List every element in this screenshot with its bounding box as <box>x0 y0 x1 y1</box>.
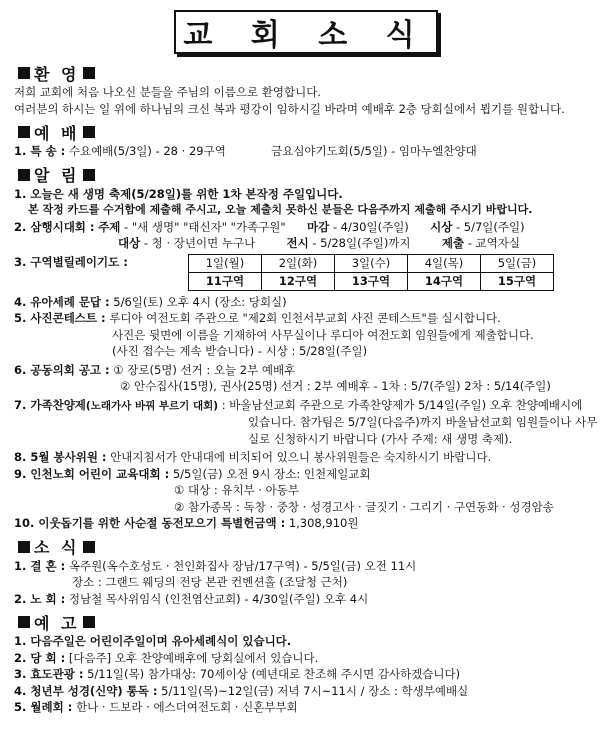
square-bullet-icon <box>18 616 30 628</box>
notice-2-exhibit: - 5/28일(주일)까지 <box>308 236 411 250</box>
relay-group: 11구역 <box>189 272 262 290</box>
square-bullet-icon <box>83 541 95 553</box>
notice-5-line-b: 사진은 뒷면에 이름을 기재하여 사무실이나 루디아 여전도회 임원들에게 제출합니다. <box>112 327 534 342</box>
relay-day: 3일(수) <box>335 254 408 272</box>
preview-heading <box>14 611 590 633</box>
news-1-line-a: 옥주원(옥수호성도 · 천인화집사 장남/17구역) - 5/5일(금) 오전 11시 <box>68 558 417 573</box>
welcome-heading-text: 환 영 <box>34 64 80 84</box>
worship-heading <box>14 121 590 143</box>
square-bullet-icon <box>83 616 95 628</box>
notice-7-label: 7. 가족찬양제 <box>14 397 86 412</box>
preview-4-text: 5/11일(목)~12일(금) 저녁 7시~11시 / 장소 : 학생부예배실 <box>161 683 469 698</box>
notice-3 <box>14 254 590 291</box>
notice-2-line-b <box>14 235 590 252</box>
relay-group: 13구역 <box>335 272 408 290</box>
notice-10 <box>14 515 590 532</box>
preview-3-text: 5/11일(목) 참가대상: 70세이상 (예년대로 찬조해 주시면 감사하겠습니다) <box>87 667 461 681</box>
notice-2-exhibit-label: 전시 <box>286 236 309 250</box>
notice-2-theme-label: 주제 <box>98 219 121 234</box>
notice-9 <box>14 466 590 483</box>
notice-2-target: - 청 · 장년이면 누구나 <box>140 236 256 250</box>
relay-day: 5일(금) <box>481 254 554 272</box>
news-2-text: 정남철 목사위임식 (인천염산교회) - 4/30일(주일) 오후 4시 <box>68 591 369 606</box>
notice-section <box>14 164 598 532</box>
notice-2-deadline: - 4/30일(주일) <box>329 219 409 234</box>
relay-prayer-table <box>188 254 554 291</box>
notice-2-label: 2. 삼행시대회 : <box>14 219 95 234</box>
preview-5-label: 5. 월례회 : <box>14 700 73 714</box>
notice-5 <box>14 310 590 327</box>
notice-6-label: 6. 공동의회 공고 : <box>14 362 110 377</box>
worship-heading-text: 예 배 <box>34 123 80 143</box>
notice-4 <box>14 294 590 311</box>
welcome-section <box>14 62 590 117</box>
notice-8 <box>14 449 590 466</box>
notice-7-sub-label: (노래가사 바꿔 부르기 대회) <box>85 399 219 412</box>
notice-7-line-b: 있습니다. 참가팀은 5/7일(다음주)까지 바울남선교회 임원들이나 사무 <box>248 415 598 429</box>
notice-2-award: - 5/7일(주일) <box>452 219 525 234</box>
title-box <box>174 10 438 54</box>
preview-2 <box>14 650 590 667</box>
welcome-heading <box>14 62 590 84</box>
preview-5-text: 한나 · 드보라 · 에스더여전도회 · 신혼부부회 <box>75 700 298 714</box>
page-title: 교 회 소 식 <box>183 18 429 53</box>
preview-4 <box>14 683 590 700</box>
notice-4-text: 5/6일(토) 오후 4시 (장소: 당회실) <box>113 294 287 309</box>
square-bullet-icon <box>83 67 95 79</box>
preview-1: 1. 다음주일은 어린이주일이며 유아세례식이 있습니다. <box>14 634 292 648</box>
notice-7 <box>14 397 590 415</box>
welcome-line-1: 저희 교회에 처음 나오신 분들을 주님의 이름으로 환영합니다. <box>14 85 321 99</box>
notice-7-line-c: 실로 신청하시기 바랍니다 (가사 주제: 새 생명 축제). <box>248 431 513 446</box>
preview-3 <box>14 666 590 683</box>
square-bullet-icon <box>18 541 30 553</box>
news-heading-text: 소 식 <box>34 538 80 557</box>
notice-2-award-label: 시상 <box>430 219 453 234</box>
relay-day: 1일(월) <box>189 254 262 272</box>
notice-10-label: 10. 이웃돕기를 위한 사순절 동전모으기 특별헌금액 : <box>14 516 286 530</box>
worship-item-label: 1. 특 송 : <box>14 144 66 158</box>
worship-item-text-2: 금요심야기도회(5/5일) - 임마누엘찬양대 <box>271 144 477 158</box>
notice-8-text: 안내지침서가 안내대에 비치되어 있으니 봉사위원들은 숙지하시기 바랍니다. <box>110 450 492 464</box>
notice-4-label: 4. 유아세례 문답 : <box>14 294 110 309</box>
notice-2-target-label: 대상 <box>118 236 141 250</box>
notice-5-line-c: (사진 접수는 계속 받습니다) - 시상 : 5/28일(주일) <box>112 344 368 358</box>
worship-section <box>14 121 590 160</box>
notice-7-line-a: : 바울남선교회 주관으로 가족찬양제가 5/14일(주일) 오후 찬양예배시에 <box>218 397 583 412</box>
relay-day: 2일(화) <box>262 254 335 272</box>
news-2 <box>14 591 590 608</box>
notice-9-text: 5/5일(금) 오전 9시 장소: 인천제일교회 <box>172 466 371 481</box>
news-1-label: 1. 결 혼 : <box>14 558 66 573</box>
notice-1-line-a: 1. 오늘은 새 생명 축제(5/28일)를 위한 1차 본작정 주일입니다. <box>14 186 343 201</box>
bulletin-page <box>14 6 598 716</box>
notice-2 <box>14 219 590 236</box>
notice-9-line-a: ① 대상 : 유치부 · 아동부 <box>174 483 299 497</box>
preview-2-label: 2. 당 회 : <box>14 650 66 665</box>
notice-1-line-b: 본 작정 카드를 수거함에 제출해 주시고, 오늘 제출치 못하신 분들은 다음주까지 제출해 주시기 바랍니다. <box>28 203 533 216</box>
relay-day: 4일(목) <box>408 254 481 272</box>
notice-5-label: 5. 사진콘테스트 : <box>14 311 106 325</box>
preview-section <box>14 611 590 716</box>
notice-heading-text: 알 림 <box>34 166 80 185</box>
notice-2-submit: - 교역자실 <box>464 236 520 250</box>
news-heading <box>14 536 590 558</box>
square-bullet-icon <box>83 169 95 181</box>
square-bullet-icon <box>18 67 30 79</box>
relay-days-row <box>189 254 554 272</box>
notice-3-label: 3. 구역별릴레이기도 : <box>14 254 128 269</box>
news-2-label: 2. 노 회 : <box>14 591 66 606</box>
worship-item-text: 수요예배(5/3일) - 28 · 29구역 <box>68 144 226 158</box>
notice-heading <box>14 164 590 186</box>
notice-6 <box>14 362 590 379</box>
relay-groups-row <box>189 272 554 290</box>
square-bullet-icon <box>83 126 95 138</box>
notice-9-line-b: ② 참가종목 : 독창 · 중창 · 성경고사 · 글짓기 · 그리기 · 구연동화 · 성경암송 <box>174 499 554 514</box>
preview-4-label: 4. 청년부 성경(신약) 통독 : <box>14 683 158 698</box>
news-1 <box>14 558 590 575</box>
notice-5-line-a: 루디아 여전도회 주관으로 "제2회 인천서부교회 사진 콘테스트"를 실시합니다. <box>109 311 501 325</box>
welcome-line-2: 여러분의 하시는 일 위에 하나님의 크신 복과 평강이 임하시길 바라며 예배후 2층 당회실에서 뵙기를 원합니다. <box>14 101 565 116</box>
preview-2-text: [다음주] 오후 찬양예배후에 당회실에서 있습니다. <box>68 650 319 665</box>
preview-3-label: 3. 효도관광 : <box>14 667 84 681</box>
preview-5 <box>14 699 590 716</box>
notice-2-submit-label: 제출 <box>441 236 465 250</box>
relay-group: 14구역 <box>408 272 481 290</box>
notice-9-label: 9. 인천노회 어린이 교육대회 : <box>14 466 170 481</box>
news-1-line-b: 장소 : 그랜드 웨딩의 전당 본관 컨벤션홀 (조달청 근처) <box>72 575 348 589</box>
notice-2-theme: - "새 생명" "태신자" "가족구원" <box>120 219 286 234</box>
notice-8-label: 8. 5월 봉사위원 : <box>14 450 107 464</box>
worship-item-1 <box>14 143 590 160</box>
square-bullet-icon <box>18 126 30 138</box>
news-section <box>14 536 590 608</box>
relay-group: 15구역 <box>481 272 554 290</box>
notice-6-line-b: ② 안수집사(15명), 권사(25명) 선거 : 2부 예배후 - 1차 : 5/7(주일) 2차 : 5/14(주일) <box>120 379 551 393</box>
title-area <box>14 6 590 58</box>
notice-6-line-a: ① 장로(5명) 선거 : 오늘 2부 예배후 <box>113 362 296 377</box>
preview-heading-text: 예 고 <box>34 613 80 633</box>
notice-2-deadline-label: 마감 <box>306 219 330 234</box>
notice-10-text: 1,308,910원 <box>288 516 359 530</box>
relay-group: 12구역 <box>262 272 335 290</box>
square-bullet-icon <box>18 169 30 181</box>
